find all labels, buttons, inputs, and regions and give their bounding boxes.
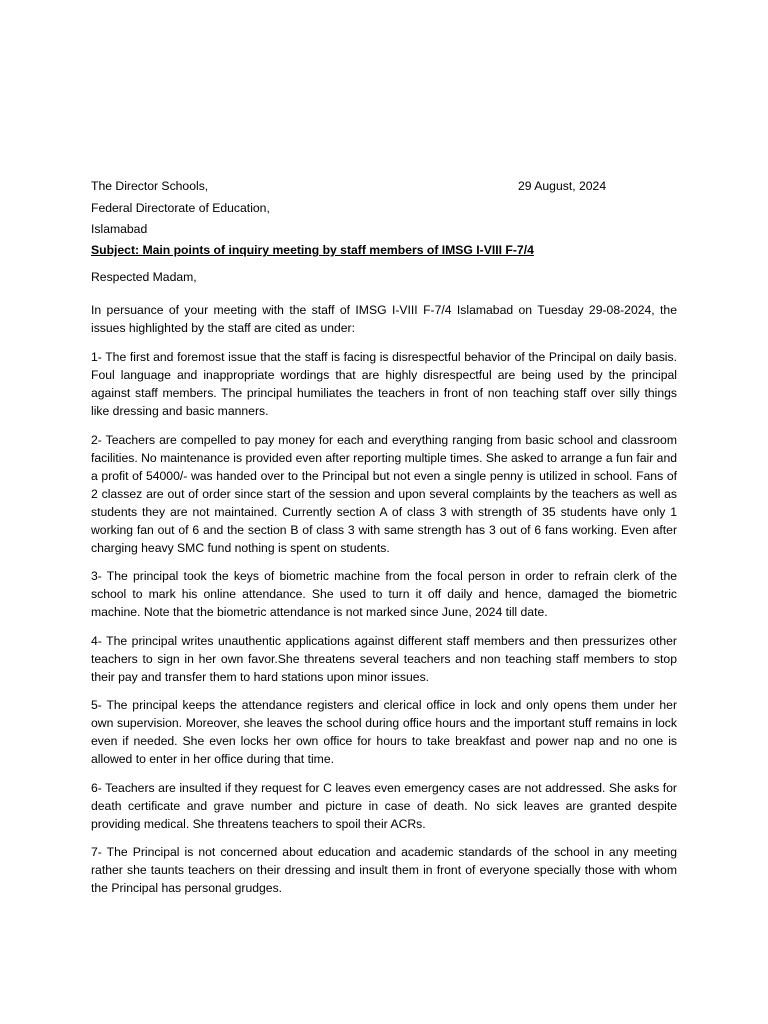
recipient-line-3	[91, 220, 677, 241]
letter-date: 29 August, 2024	[518, 179, 607, 193]
letter-page	[91, 177, 677, 908]
recipient-organization: Federal Directorate of Education,	[91, 200, 270, 215]
point-6: 6- Teachers are insulted if they request for C leaves even emergency cases are not addressed. She asks for death certificate and grave number and picture in case of death. No sick leaves are granted despite providing medical. She threatens teachers to spoil their ACRs.	[91, 780, 677, 831]
point-4: 4- The principal writes unauthentic applications against different staff members and then pressurizes other teachers to sign in her own favor.She threatens several teachers and non teaching staff members to stop their pay and transfer them to hard stations upon minor issues.	[91, 633, 677, 684]
recipient-title: The Director Schools,	[91, 179, 209, 193]
point-5: 5- The principal keeps the attendance registers and clerical office in lock and only opens them under her own supervision. Moreover, she leaves the school during office hours and the important stuff remains in lock even if needed. She even locks her own office for hours to take breakfast and power nap and no one is allowed to enter in her office during that time.	[91, 698, 677, 766]
point-3: 3- The principal took the keys of biometric machine from the focal person in order to refrain clerk of the school to mark his online attendance. She used to turn it off daily and hence, damaged the biometric machine. Note that the biometric attendance is not marked since June, 2024 till date.	[91, 569, 677, 619]
point-7: 7- The Principal is not concerned about education and academic standards of the school in any meeting rather she taunts teachers on their dressing and insult them in front of everyone specially those with whom the Principal has personal grudges.	[91, 845, 677, 895]
intro-paragraph: In persuance of your meeting with the staff of IMSG I-VIII F-7/4 Islamabad on Tuesday 29-08-2024, the issues highlighted by the staff are cited as under:	[91, 303, 677, 335]
recipient-city: Islamabad	[91, 222, 148, 236]
letter-subject: Subject: Main points of inquiry meeting by staff members of IMSG I-VIII F-7/4	[91, 243, 534, 257]
recipient-line-2	[91, 199, 677, 221]
point-1: 1- The first and foremost issue that the staff is facing is disrespectful behavior of the Principal on daily basis. Foul language and inappropriate wordings that are highly disrespectful are being used by the principal against staff members. The principal humiliates the teachers in front of non teaching staff over silly things like dressing and basic manners.	[91, 350, 677, 418]
salutation: Respected Madam,	[91, 270, 197, 284]
point-2: 2- Teachers are compelled to pay money for each and everything ranging from basic school and classroom facilities. No maintenance is provided even after reporting multiple times. She asked to arrange a fun fair and a profit of 54000/- was handed over to the Principal but not even a single penny is utilized in school. Fans of 2 classez are out of order since start of the session and upon several complaints by the teachers as well as students they are not maintained. Currently section A of class 3 with strength of 35 students have only 1 working fan out of 6 and the section B of class 3 with same strength has 3 out of 6 fans working. Even after charging heavy SMC fund nothing is spent on students.	[91, 432, 677, 555]
